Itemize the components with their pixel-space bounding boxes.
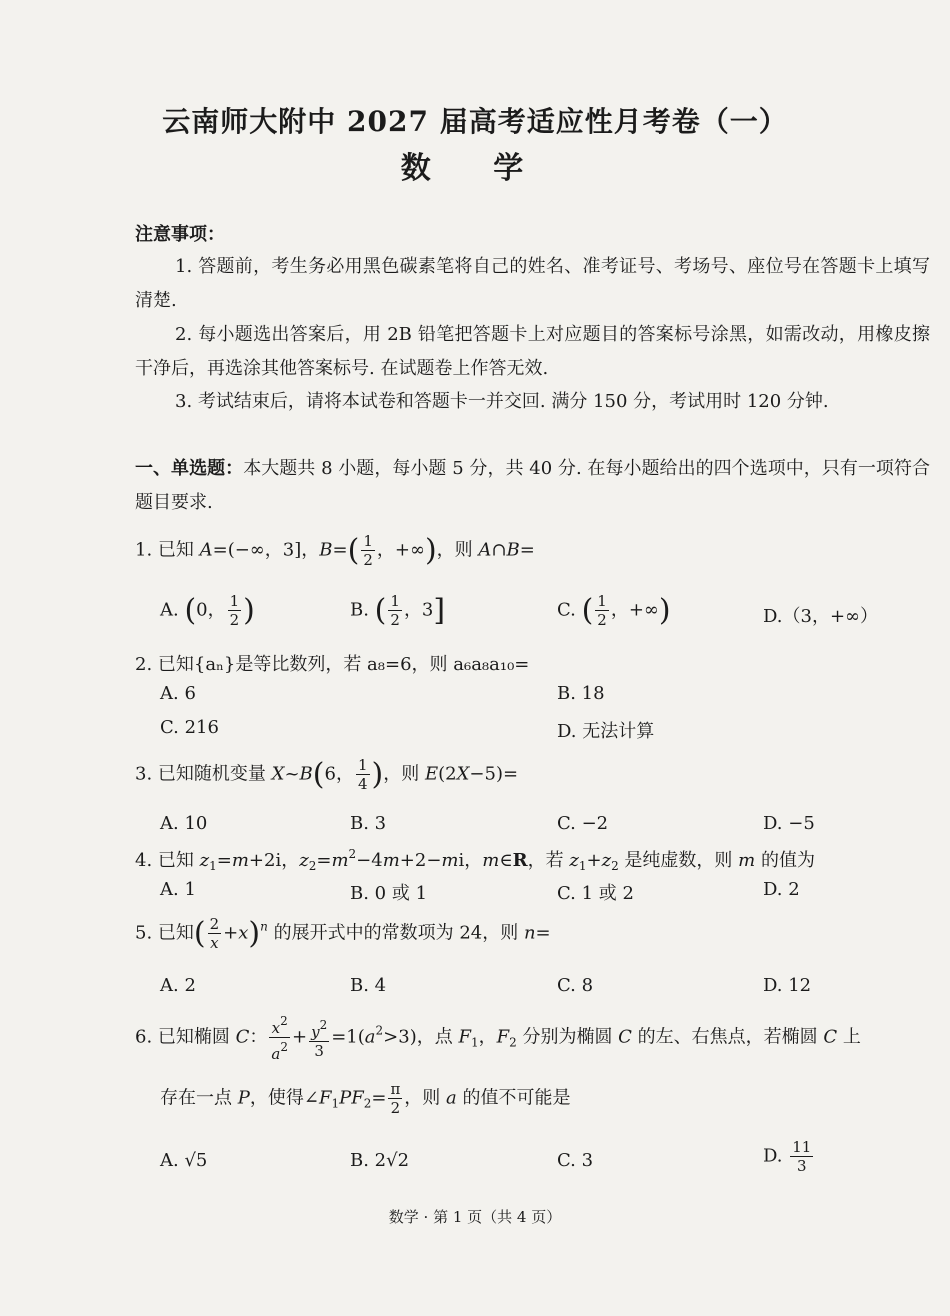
q5-option-c: C. 8 [557,975,594,996]
q6-option-c: C. 3 [557,1150,594,1171]
question-6-line-1: 6. 已知椭圆 C： $\frac{x^2}{a^2}$ + $\frac{y^2}{3}$ $=1(a^2>3)$，点 $F_1$，$F_2$ 分别为椭圆 C 的左、右焦点，若椭圆 C 上 [135,1014,861,1063]
q1-option-a: A. (0， $\frac{1}{2}$ ) [160,592,255,629]
q5-option-b: B. 4 [350,975,387,996]
q5-option-d: D. 12 [763,975,812,996]
question-3: 3. 已知随机变量 X~B(6， $\frac{1}{4}$ )，则 E(2X−5)= [135,756,519,793]
q3-option-b: B. 3 [350,813,387,834]
q1-option-b: B. ( $\frac{1}{2}$ ，3] [350,592,446,629]
q4-option-c: C. 1 或 2 [557,883,634,904]
section-1-header [135,452,930,520]
q5-option-a: A. 2 [160,975,196,996]
q1-option-c: C. ( $\frac{1}{2}$ ，+∞) [557,592,671,629]
notice-item-1: 1. 答题前，考生务必用黑色碳素笔将自己的姓名、准考证号、考场号、座位号在答题卡上填写清楚. [135,256,930,311]
question-2: 2. 已知{aₙ}是等比数列，若 a₈=6，则 a₆a₈a₁₀= [135,654,530,675]
section-1-label: 一、单选题： [135,458,244,479]
question-4: 4. 已知 $z_1=m+2i$，$z_2=m^2-4m+2-mi$，m∈R，若 $z_1+z_2$ 是纯虚数，则 m 的值为 [135,847,815,873]
question-5: 5. 已知( $\frac{2}{x}$ +x)$^n$ 的展开式中的常数项为 24，则 n= [135,915,551,952]
q6-option-b: B. 2√2 [350,1150,410,1171]
subject-title: 数 学 [400,151,550,186]
notice-heading: 注意事项： [135,224,225,245]
q4-option-a: A. 1 [160,879,196,900]
notice-item-2: 2. 每小题选出答案后，用 2B 铅笔把答题卡上对应题目的答案标号涂黑，如需改动，用橡皮擦干净后，再选涂其他答案标号. 在试题卷上作答无效. [135,324,930,379]
page-footer: 数学 · 第 1 页（共 4 页） [388,1208,562,1226]
q3-option-c: C. −2 [557,813,609,834]
q3-option-a: A. 10 [160,813,208,834]
q6-option-a: A. √5 [160,1150,208,1171]
q2-option-c: C. 216 [160,717,219,738]
question-1: 1. 已知 A=(−∞，3]，B=( $\frac{1}{2}$ ，+∞)，则 A∩B= [135,532,535,569]
section-1-desc: 本大题共 8 小题，每小题 5 分，共 40 分. 在每小题给出的四个选项中，只有一项符合题目要求. [135,458,930,513]
question-6-line-2: 存在一点 P，使得$\angle F_1PF_2=$ $\frac{\pi}{2}$ ，则 a 的值不可能是 [160,1080,571,1117]
q1-option-d: D.（3，+∞） [763,606,879,627]
q2-option-b: B. 18 [557,683,605,704]
exam-title: 云南师大附中 2027 届高考适应性月考卷（一） [162,105,788,138]
q6-option-d: D. $\frac{11}{3}$ [763,1138,812,1175]
notice-item-3: 3. 考试结束后，请将本试卷和答题卡一并交回. 满分 150 分，考试用时 120 分钟. [175,391,829,412]
q2-option-a: A. 6 [160,683,196,704]
q4-option-d: D. 2 [763,879,800,900]
q3-option-d: D. −5 [763,813,815,834]
q4-option-b: B. 0 或 1 [350,883,428,904]
q2-option-d: D. 无法计算 [557,721,655,742]
